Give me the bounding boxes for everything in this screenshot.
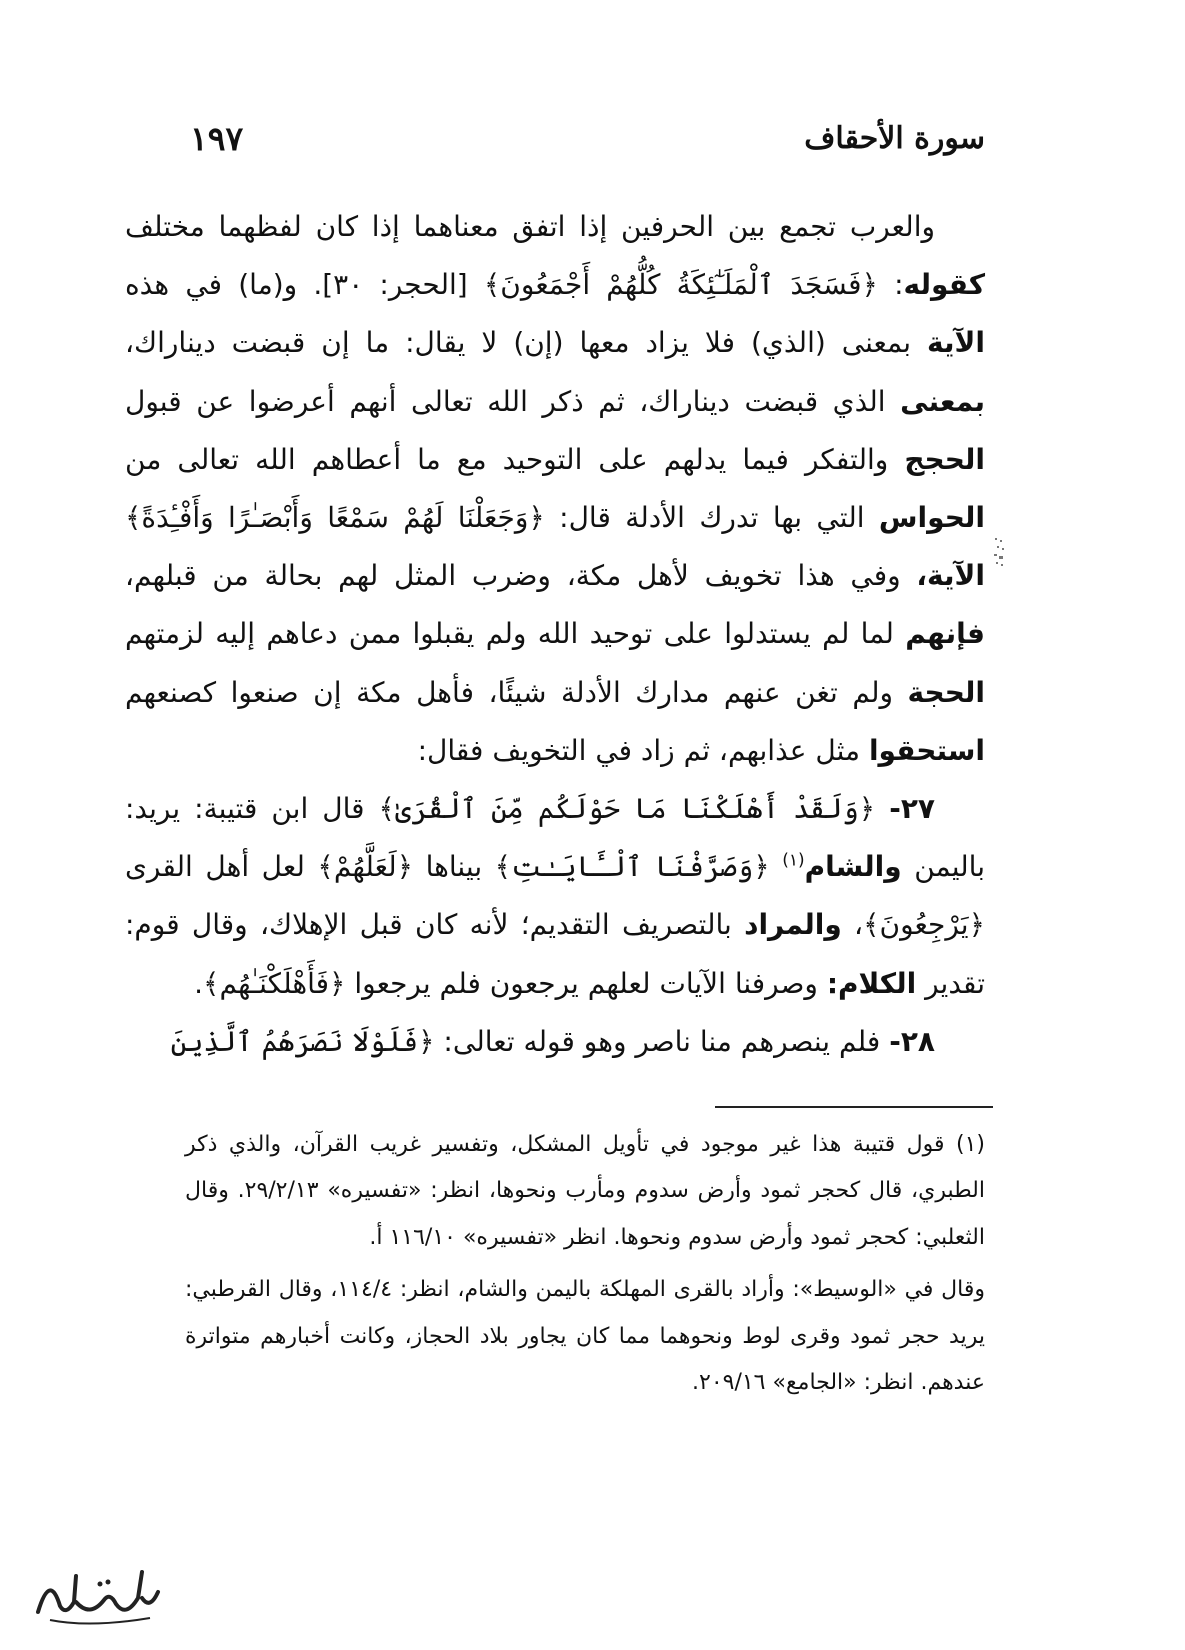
text-run: بالتصريف التقديم؛ لأنه كان قبل الإهلاك، وقال قوم: تقدير	[125, 908, 985, 1000]
text-run: بمعنى (الذي) فلا يزاد معها (إن) لا يقال: ما إن قبضت ديناراك،	[125, 326, 928, 360]
footnote-continuation: وقال في «الوسيط»: وأراد بالقرى المهلكة باليمن والشام، انظر: ١١٤/٤، وقال القرطبي: يريد حجر ثمود وقرى لوط ونحوهما مما كان يجاور بلاد الحجاز، وكانت أخبارهم متواترة عندهم. انظر: «الجامع» ٢٠٩/١٦.	[185, 1277, 985, 1396]
quran-quote: ﴿وَصَرَّفْنَا ٱلْـَٔايَـٰتِ﴾	[494, 850, 770, 884]
text-run: لعل أهل القرى	[125, 850, 318, 884]
text-run: مثل عذابهم، ثم زاد في التخويف فقال:	[417, 733, 869, 767]
text-run: وفي هذا تخويف لأهل مكة، وضرب المثل لهم بحالة من قبلهم،	[125, 559, 917, 593]
text-run: ،	[841, 908, 864, 942]
lead-word: فإنهم	[905, 617, 985, 651]
lead-word: الحواس	[878, 501, 985, 535]
text-run: .	[194, 966, 204, 1000]
lead-word: الكلام:	[826, 966, 917, 1000]
quran-quote: ﴿وَجَعَلْنَا لَهُمْ سَمْعًا وَأَبْصَـٰرًا وَأَفْـِٔدَةً﴾	[125, 501, 545, 535]
text-run	[770, 850, 783, 883]
text-run: تجمع بين الحرفين إذا اتفق معناهما إذا كان لفظهما مختلف	[125, 210, 850, 243]
lead-word: الحجج	[904, 442, 985, 476]
footnotes	[185, 1122, 985, 1406]
page-header	[190, 108, 985, 168]
footnote-1: (١) قول قتيبة هذا غير موجود في تأويل المشكل، وتفسير غريب القرآن، والذي ذكر الطبري، قال كحجر ثمود وأرض سدوم ومأرب ونحوها، انظر: «تفسيره» ٢٩/٢/١٣. وقال الثعلبي: كحجر ثمود وأرض سدوم ونحوها. انظر «تفسيره» ١١٦/١٠ أ.	[185, 1132, 985, 1250]
lead-word: استحقوا	[868, 733, 985, 767]
surah-title: سورة الأحقاف	[804, 120, 985, 156]
lead-word: كقوله	[903, 268, 985, 302]
quran-quote: ﴿يَرْجِعُونَ﴾	[863, 908, 986, 942]
lead-word: والعرب	[849, 210, 935, 243]
lead-word: الحجة	[907, 675, 985, 709]
lead-word: والمراد	[744, 908, 842, 942]
paragraph-2	[125, 780, 985, 1013]
text-run: [الحجر: ٣٠]. و(ما) في هذه	[125, 268, 484, 302]
quran-quote: ﴿فَأَهْلَكْنَـٰهُم﴾	[203, 966, 346, 1000]
text-run: لما لم يستدلوا على توحيد الله ولم يقبلوا ممن دعاهم إليه لزمتهم	[125, 617, 906, 651]
library-stamp-logo	[30, 1562, 162, 1632]
lead-word: بمعنى	[900, 384, 985, 418]
margin-mark-icon	[992, 520, 1008, 580]
paragraph-1	[125, 198, 985, 780]
paragraph-3	[125, 1013, 985, 1071]
text-run: الذي قبضت ديناراك، ثم ذكر الله تعالى أنهم أعرضوا عن قبول	[125, 384, 901, 418]
text-run: فلم ينصرهم منا ناصر وهو قوله تعالى:	[434, 1024, 890, 1058]
main-text	[125, 198, 985, 1071]
text-run: والتفكر فيما يدلهم على التوحيد مع ما أعطاهم الله تعالى من	[125, 442, 905, 476]
quran-quote: ﴿فَسَجَدَ ٱلْمَلَـٰٓئِكَةُ كُلُّهُمْ أَجْمَعُونَ﴾	[483, 268, 878, 302]
text-run: :	[877, 268, 904, 302]
text-run: التي بها تدرك الأدلة قال:	[544, 501, 879, 535]
text-run: قال ابن قتيبة: يريد: باليمن	[125, 792, 985, 884]
lead-word: والشام	[804, 850, 902, 884]
lead-word: الآية،	[916, 559, 985, 593]
calligraphy-logo-icon	[30, 1562, 162, 1632]
lead-word: الآية	[927, 326, 985, 360]
text-run: ولم تغن عنهم مدارك الأدلة شيئًا، فأهل مكة إن صنعوا كصنعهم	[125, 675, 908, 709]
page-number: ١٩٧	[190, 118, 244, 158]
footnote-separator	[715, 1106, 993, 1108]
quran-quote: ﴿لَعَلَّهُمْ﴾	[317, 850, 414, 884]
text-run: بيناها	[413, 850, 495, 884]
footnote-ref: (١)	[782, 850, 805, 871]
verse-number: ٢٧-	[889, 792, 935, 826]
text-run: وصرفنا الآيات لعلهم يرجعون فلم يرجعوا	[345, 966, 827, 1000]
quran-quote: ﴿فَلَوْلَا نَصَرَهُمُ ٱلَّذِينَ	[170, 1024, 435, 1058]
verse-number: ٢٨-	[889, 1024, 935, 1058]
quran-quote: ﴿وَلَقَدْ أَهْلَكْنَا مَا حَوْلَكُم مِّنَ ٱلْقُرَىٰ﴾	[378, 792, 876, 826]
